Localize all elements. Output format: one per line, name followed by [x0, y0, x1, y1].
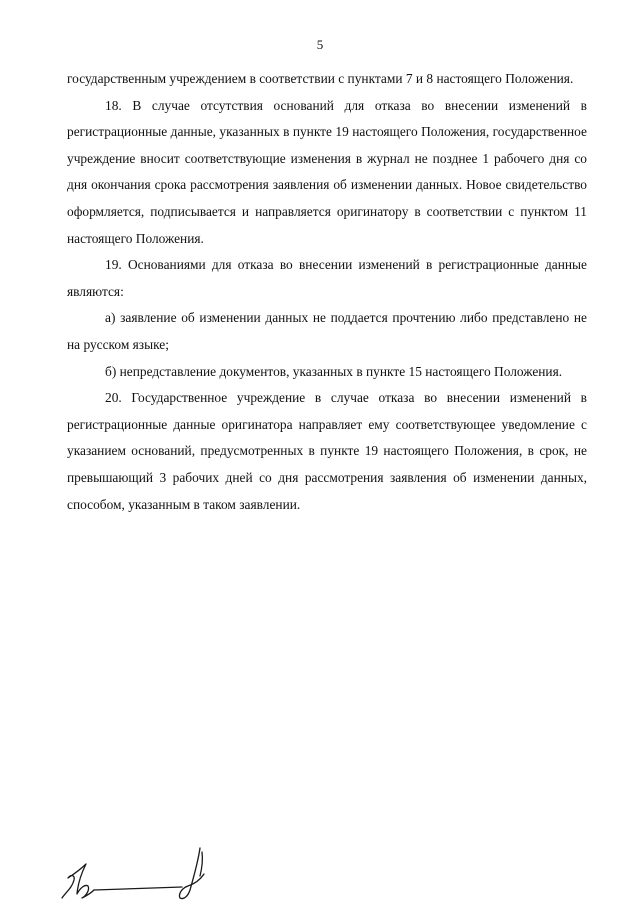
paragraph-18: 18. В случае отсутствия оснований для отказа во внесении изменений в регистрационные данные, указанных в пункте 19 настоящего Положения, государственное учреждение вносит соответствующие изменения в журнал не позднее 1 рабочего дня со дня окончания срока рассмотрения заявления об изменении данных. Новое свидетельство оформляется, подписывается и направляется оригинатору в соответствии с пунктом 11 настоящего Положения. [67, 97, 587, 246]
paragraph-19: 19. Основаниями для отказа во внесении изменений в регистрационные данные являются: [67, 257, 587, 299]
handwritten-signature-icon [52, 838, 222, 908]
paragraph-20: 20. Государственное учреждение в случае отказа во внесении изменений в регистрационные данные оригинатора направляет ему соответствующее уведомление с указанием оснований, предусмотренных в пункте 19 настоящего Положения, в срок, не превышающий 3 рабочих дней со дня рассмотрения заявления об изменении данных, способом, указанным в таком заявлении. [67, 390, 587, 512]
paragraph-19-a: а) заявление об изменении данных не поддается прочтению либо представлено не на русском языке; [67, 310, 587, 352]
paragraph-continuation: государственным учреждением в соответствии с пунктами 7 и 8 настоящего Положения. [67, 71, 574, 86]
page-number: 5 [316, 37, 324, 52]
paragraph-19-b: б) непредставление документов, указанных в пункте 15 настоящего Положения. [105, 363, 563, 379]
document-body [67, 66, 587, 518]
